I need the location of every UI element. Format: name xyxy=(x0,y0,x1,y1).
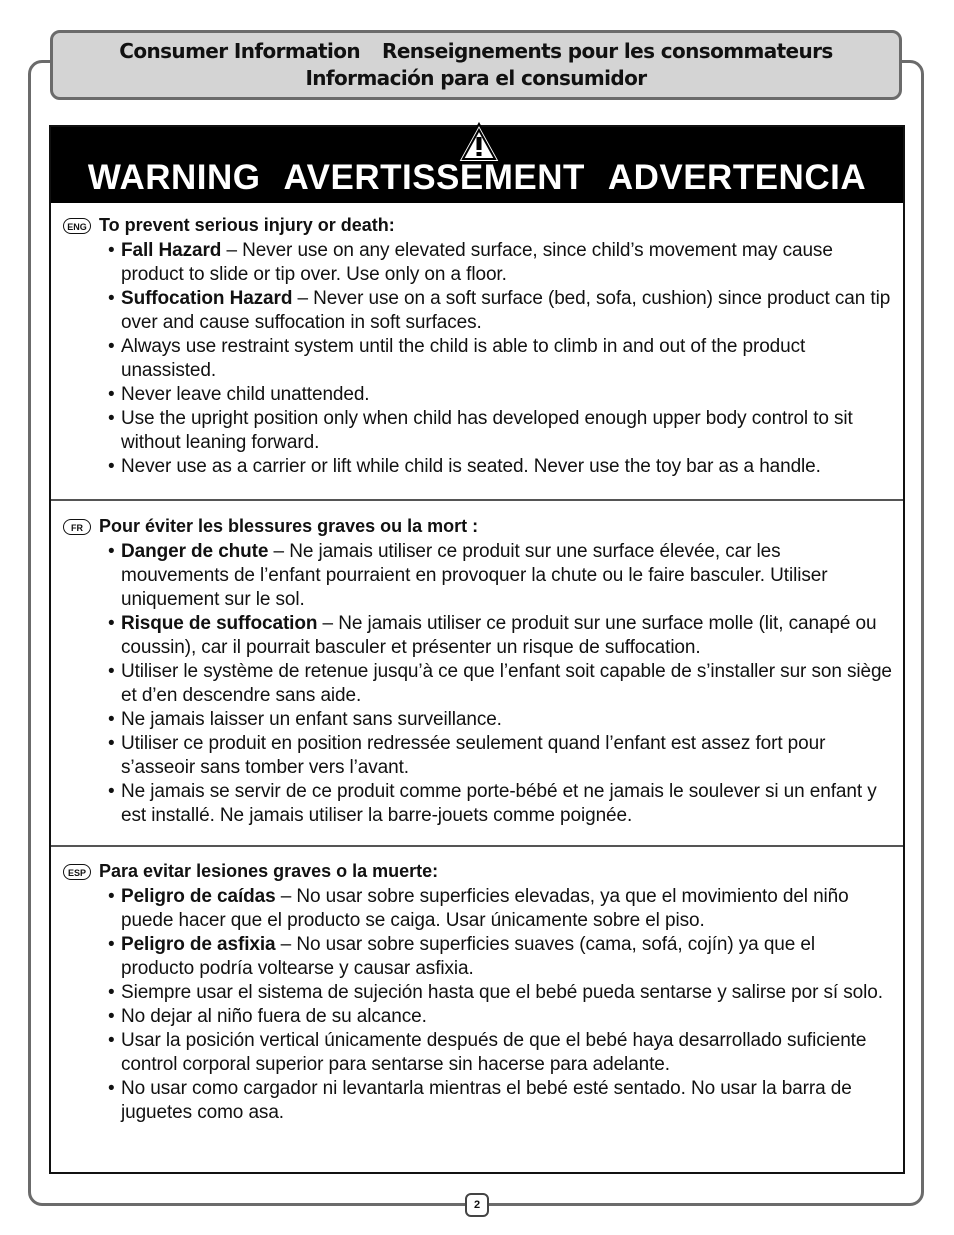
section-heading: Pour éviter les blessures graves ou la mort : xyxy=(99,516,479,536)
list-item: • Utiliser ce produit en position redressée seulement quand l’enfant est assez fort pour s’asseoir sans tomber vers l’avant. xyxy=(111,732,893,780)
warning-list xyxy=(63,540,893,828)
list-item: • Utiliser le système de retenue jusqu’à ce que l’enfant soit capable de s’installer sur son siège et d’en descendre sans aide. xyxy=(111,660,893,708)
warning-list xyxy=(63,239,893,479)
list-item: • Danger de chute – Ne jamais utiliser ce produit sur une surface élevée, car les mouvements de l’enfant pourraient en provoquer la chute ou le faire basculer. Utiliser uniquement sur le sol. xyxy=(111,540,893,612)
list-item: • Peligro de caídas – No usar sobre superficies elevadas, ya que el movimiento del niño puede hacer que el producto se caiga. Usar únicamente sobre el piso. xyxy=(111,885,893,933)
section-french xyxy=(51,499,903,845)
section-heading: Para evitar lesiones graves o la muerte: xyxy=(99,861,439,881)
header-title-en: Consumer Information xyxy=(119,39,361,63)
lang-badge-esp: ESP xyxy=(63,864,91,880)
list-item: • Suffocation Hazard – Never use on a soft surface (bed, sofa, cushion) since product can tip over and cause suffocation in soft surfaces. xyxy=(111,287,893,335)
page-number: 2 xyxy=(465,1193,489,1217)
warning-list xyxy=(63,885,893,1125)
list-item: • Siempre usar el sistema de sujeción hasta que el bebé pueda sentarse y salirse por sí solo. xyxy=(111,981,893,1005)
list-item: • Never use as a carrier or lift while child is seated. Never use the toy bar as a handle. xyxy=(111,455,893,479)
list-item: • Ne jamais laisser un enfant sans surveillance. xyxy=(111,708,893,732)
header-title-fr: Renseignements pour les consommateurs xyxy=(382,39,833,63)
section-spanish xyxy=(51,845,903,1174)
list-item: • No usar como cargador ni levantarla mientras el bebé esté sentado. No usar la barra de juguetes como asa. xyxy=(111,1077,893,1125)
list-item: • Use the upright position only when child has developed enough upper body control to sit without leaning forward. xyxy=(111,407,893,455)
list-item: • Always use restraint system until the child is able to climb in and out of the product unassisted. xyxy=(111,335,893,383)
list-item: • Never leave child unattended. xyxy=(111,383,893,407)
list-item: • Risque de suffocation – Ne jamais utiliser ce produit sur une surface molle (lit, canapé ou coussin), car il pourrait basculer et présenter un risque de suffocation. xyxy=(111,612,893,660)
list-item: • Usar la posición vertical únicamente después de que el bebé haya desarrollado suficiente control corporal superior para sentarse sin hacerse para adelante. xyxy=(111,1029,893,1077)
list-item: • Peligro de asfixia – No usar sobre superficies suaves (cama, sofá, cojín) ya que el producto podría voltearse y causar asfixia. xyxy=(111,933,893,981)
consumer-info-header xyxy=(50,30,902,100)
section-english xyxy=(51,203,903,499)
section-heading: To prevent serious injury or death: xyxy=(99,215,395,235)
warning-title: WARNING AVERTISSEMENT ADVERTENCIA xyxy=(87,158,867,197)
warning-banner xyxy=(51,127,903,203)
header-title-es: Información para el consumidor xyxy=(305,66,647,90)
lang-badge-fr: FR xyxy=(63,519,91,535)
warning-box xyxy=(49,125,905,1174)
list-item: • Fall Hazard – Never use on any elevated surface, since child’s movement may cause product to slide or tip over. Use only on a floor. xyxy=(111,239,893,287)
list-item: • No dejar al niño fuera de su alcance. xyxy=(111,1005,893,1029)
list-item: • Ne jamais se servir de ce produit comme porte-bébé et ne jamais le soulever si un enfant y est installé. Ne jamais utiliser la barre-jouets comme poignée. xyxy=(111,780,893,828)
lang-badge-eng: ENG xyxy=(63,218,91,234)
